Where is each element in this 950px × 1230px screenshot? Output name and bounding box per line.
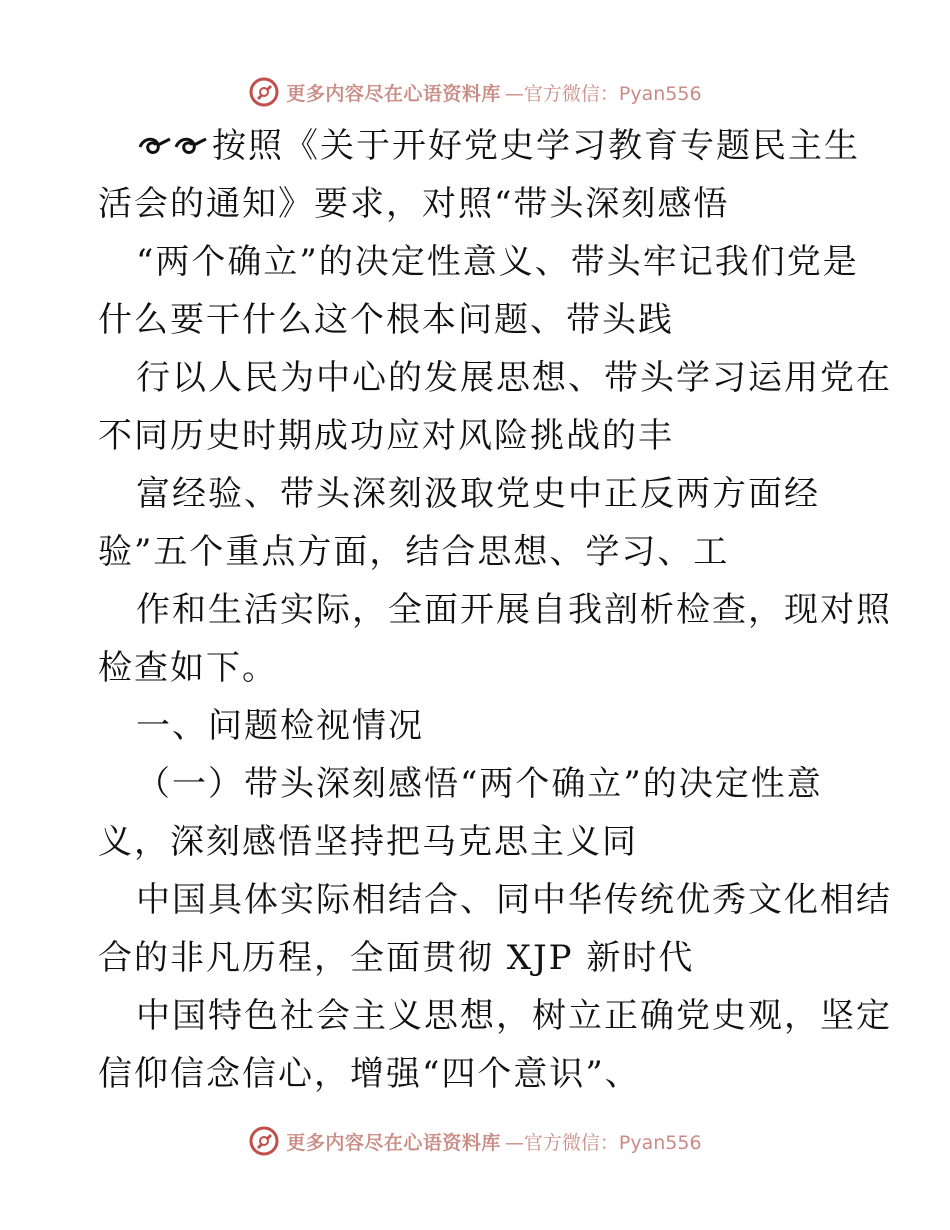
paragraph-line: “两个确立”的决定性意义、带头牢记我们党是 <box>136 242 859 282</box>
line-text: 按照《关于开好党史学习教育专题民主生 <box>212 126 860 166</box>
paragraph-line <box>136 126 860 166</box>
paragraph-line: 中国具体实际相结合、同中华传统优秀文化相结 <box>136 880 892 920</box>
banner-contact-text: —官方微信：Pyan556 <box>504 82 702 105</box>
brand-logo-icon <box>248 76 280 108</box>
banner-site-text: 更多内容尽在心语资料库 <box>286 82 501 105</box>
paragraph-line: 中国特色社会主义思想，树立正确党史观，坚定 <box>136 996 892 1036</box>
paragraph-line: 检查如下。 <box>98 648 278 688</box>
section-heading: 一、问题检视情况 <box>136 706 424 746</box>
footer-banner <box>0 1121 950 1161</box>
paragraph-line: 作和生活实际，全面开展自我剖析检查，现对照 <box>136 590 892 630</box>
header-banner <box>0 72 950 112</box>
paragraph-line: 义，深刻感悟坚持把马克思主义同 <box>98 822 638 862</box>
paragraph-line: 合的非凡历程，全面贯彻 XJP 新时代 <box>98 938 695 978</box>
paragraph-line: 行以人民为中心的发展思想、带头学习运用党在 <box>136 358 892 398</box>
banner-contact-text: —官方微信：Pyan556 <box>504 1131 702 1154</box>
paragraph-line: 信仰信念信心，增强“四个意识”、 <box>98 1054 641 1094</box>
paragraph-line: 富经验、带头深刻汲取党史中正反两方面经 <box>136 474 820 514</box>
paragraph-line: 验”五个重点方面，结合思想、学习、工 <box>98 532 730 572</box>
banner-site-text: 更多内容尽在心语资料库 <box>286 1131 501 1154</box>
subsection-heading: （一）带头深刻感悟“两个确立”的决定性意 <box>136 764 823 804</box>
decorative-ornament-icon <box>136 127 212 161</box>
paragraph-line: 不同历史时期成功应对风险挑战的丰 <box>98 416 674 456</box>
paragraph-line: 活会的通知》要求，对照“带头深刻感悟 <box>98 184 730 224</box>
brand-logo-icon <box>248 1125 280 1157</box>
paragraph-line: 什么要干什么这个根本问题、带头践 <box>98 300 674 340</box>
